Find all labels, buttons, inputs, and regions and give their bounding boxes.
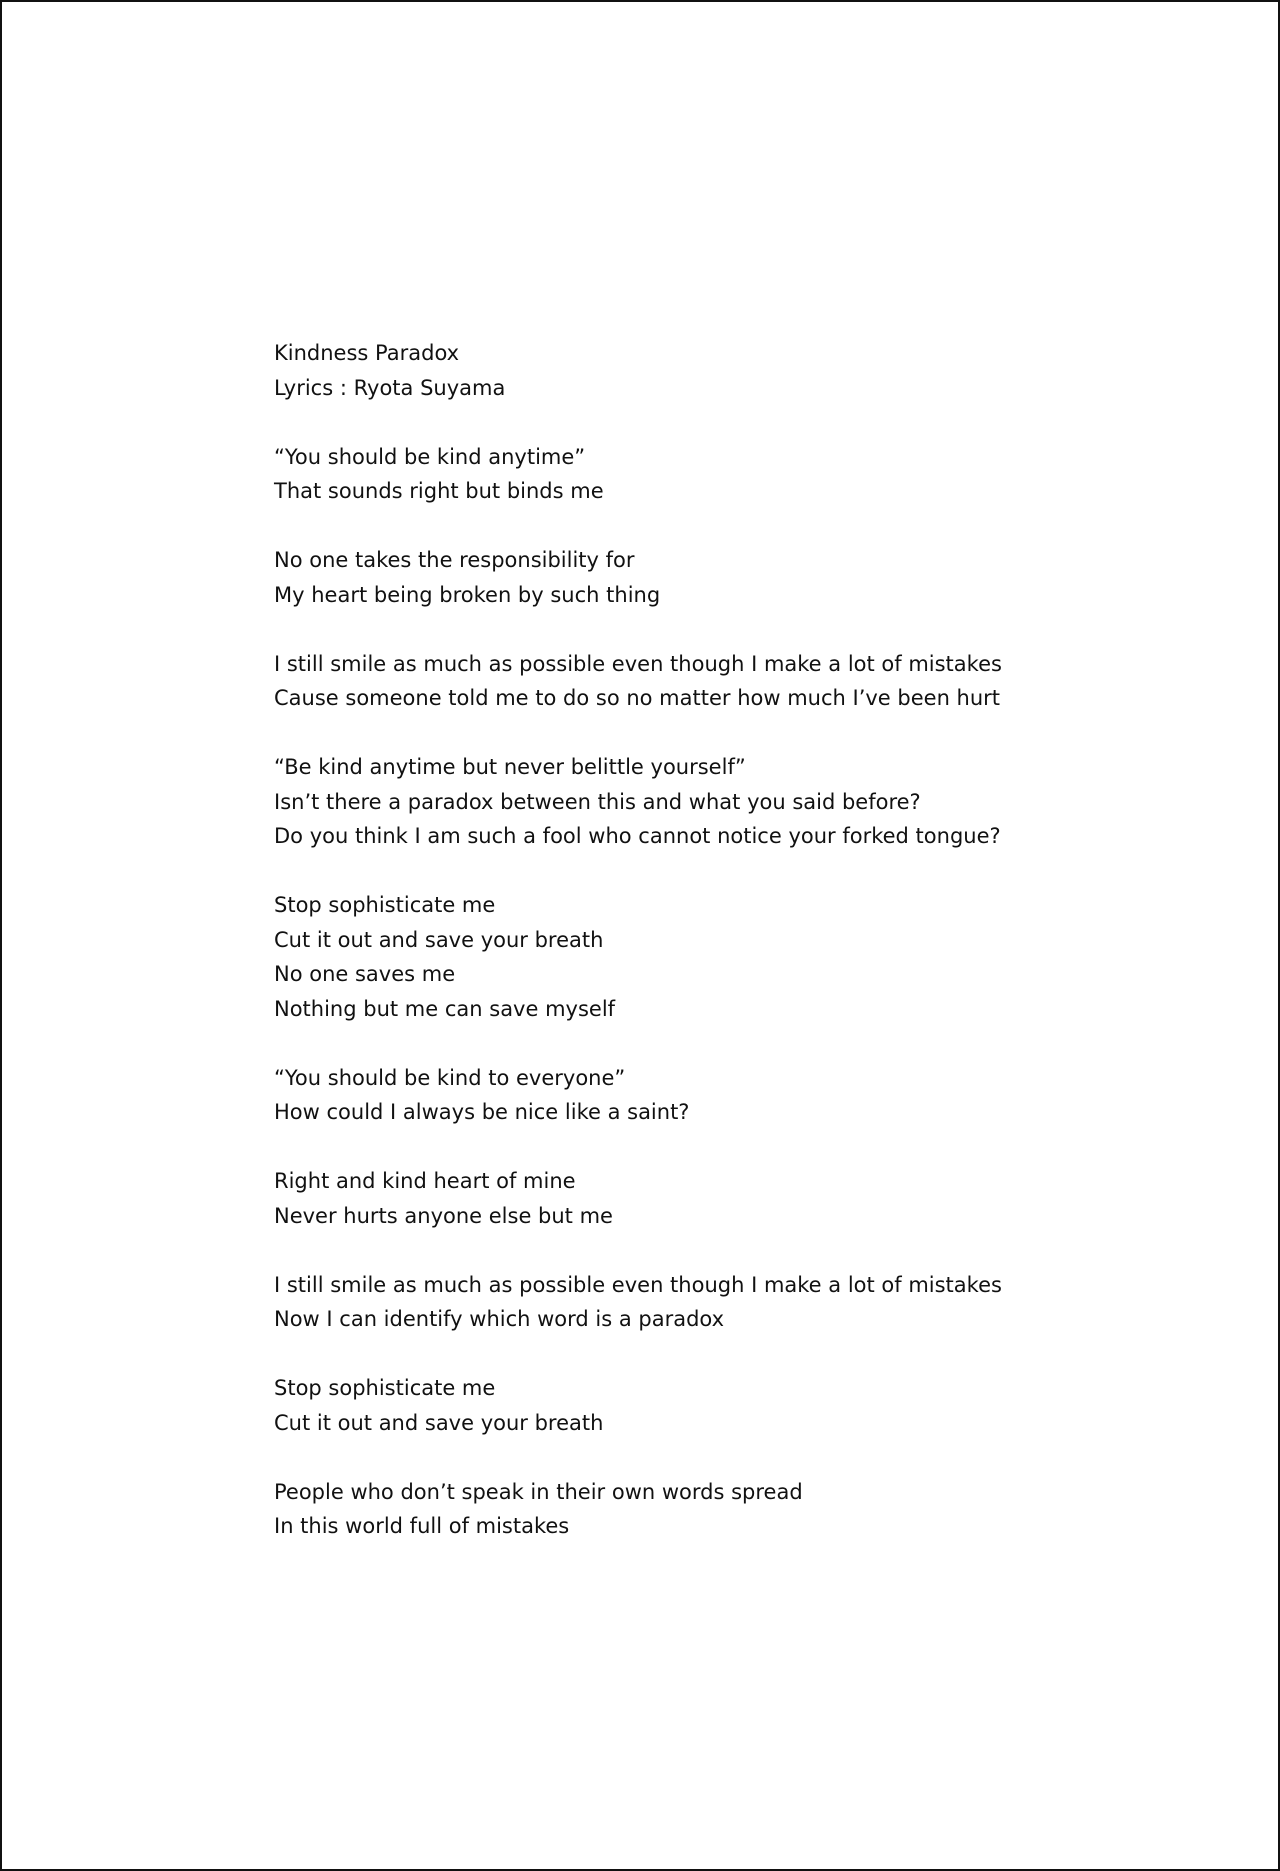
stanza	[274, 440, 1174, 509]
lyric-line: That sounds right but binds me	[274, 479, 604, 503]
stanza	[274, 1268, 1174, 1337]
lyric-line: People who don’t speak in their own words spread	[274, 1479, 803, 1504]
lyric-line: Cut it out and save your breath	[274, 927, 604, 952]
lyric-line: Cause someone told me to do so no matter how much I’ve been hurt	[274, 686, 1001, 710]
lyric-line: Right and kind heart of mine	[274, 1169, 576, 1193]
stanza	[274, 1475, 1174, 1544]
lyric-line: In this world full of mistakes	[274, 1514, 570, 1538]
lyric-line: I still smile as much as possible even though I make a lot of mistakes	[274, 651, 1002, 676]
header	[274, 336, 1174, 405]
lyric-line: How could I always be nice like a saint?	[274, 1100, 690, 1124]
stanza	[274, 1061, 1174, 1130]
lyric-line: No one takes the responsibility for	[274, 548, 635, 572]
lyric-line: “Be kind anytime but never belittle yourself”	[274, 755, 746, 779]
lyric-line: Cut it out and save your breath	[274, 1410, 604, 1435]
stanza	[274, 750, 1174, 854]
lyric-line: My heart being broken by such thing	[274, 582, 661, 607]
song-title: Kindness Paradox	[274, 341, 460, 365]
lyric-line: Stop sophisticate me	[274, 893, 496, 917]
lyric-line: No one saves me	[274, 962, 456, 986]
lyric-line: Stop sophisticate me	[274, 1376, 496, 1400]
lyric-line: I still smile as much as possible even though I make a lot of mistakes	[274, 1272, 1002, 1297]
lyric-line: Do you think I am such a fool who cannot notice your forked tongue?	[274, 824, 1001, 848]
lyric-line: Nothing but me can save myself	[274, 996, 616, 1021]
lyric-line: Now I can identify which word is a paradox	[274, 1307, 725, 1331]
lyrics-credit: Lyrics : Ryota Suyama	[274, 375, 506, 400]
lyric-line: “You should be kind anytime”	[274, 444, 586, 469]
stanza	[274, 1164, 1174, 1233]
stanza	[274, 543, 1174, 612]
stanza	[274, 1371, 1174, 1440]
lyric-line: Isn’t there a paradox between this and what you said before?	[274, 789, 921, 814]
lyric-line: “You should be kind to everyone”	[274, 1065, 626, 1090]
stanza	[274, 647, 1174, 716]
lyrics-block	[274, 336, 1174, 1578]
lyric-line: Never hurts anyone else but me	[274, 1203, 613, 1228]
stanza	[274, 888, 1174, 1026]
